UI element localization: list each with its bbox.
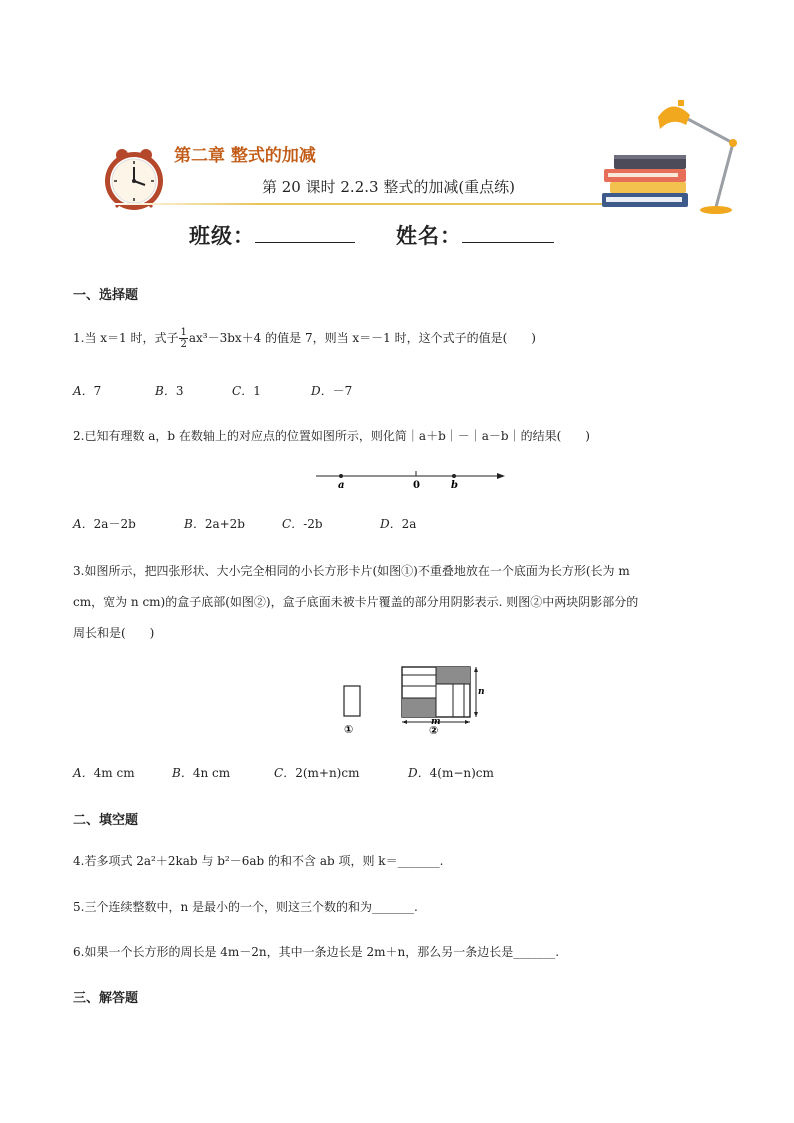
question-3-line-2: cm，宽为 n cm)的盒子底部(如图②)，盒子底面未被卡片覆盖的部分用阴影表示. 则图②中两块阴影部分的 — [73, 595, 639, 609]
q3-option-d[interactable] — [408, 764, 494, 781]
class-label: 班级： — [189, 224, 255, 248]
fig1-label: ① — [344, 723, 354, 736]
option-label: A． — [73, 517, 94, 531]
option-value: －7 — [332, 384, 353, 398]
fig-m-label: m — [431, 717, 441, 727]
option-label: A． — [73, 384, 94, 398]
question-5: 5.三个连续整数中，n 是最小的一个，则这三个数的和为_______. — [73, 900, 418, 914]
q2-option-a[interactable] — [73, 515, 136, 532]
fig-n-label: n — [478, 687, 485, 697]
question-6: 6.如果一个长方形的周长是 4m－2n，其中一条边长是 2m＋n，那么另一条边长是_______. — [73, 945, 560, 959]
question-2: 2.已知有理数 a，b 在数轴上的对应点的位置如图所示，则化简｜a＋b｜－｜a－b｜的结果( ) — [73, 429, 590, 443]
q1-option-c[interactable] — [232, 382, 261, 399]
option-value: 3 — [175, 384, 184, 398]
clock-icon — [102, 145, 166, 211]
class-blank[interactable] — [255, 222, 355, 243]
question-4: 4.若多项式 2a²＋2kab 与 b²－6ab 的和不含 ab 项，则 k＝_______. — [73, 854, 444, 868]
option-label: B． — [155, 384, 176, 398]
option-label: C． — [232, 384, 254, 398]
option-value: 2a — [401, 517, 417, 531]
section-title-fill: 二、填空题 — [73, 813, 139, 828]
number-line-figure — [312, 466, 508, 490]
axis-label-a: a — [338, 480, 345, 490]
name-field — [396, 220, 554, 250]
q1-prefix: 1.当 x＝1 时，式子 — [73, 331, 179, 345]
section-title-answer: 三、解答题 — [73, 991, 139, 1006]
banner-divider — [108, 203, 608, 205]
q1-rest: ax³－3bx＋4 的值是 7，则当 x＝－1 时，这个式子的值是( ) — [188, 331, 536, 345]
q1-fraction — [179, 327, 187, 350]
option-label: B． — [172, 766, 193, 780]
option-label: A． — [73, 766, 94, 780]
option-value: 2a+2b — [204, 517, 245, 531]
option-value: 4m cm — [93, 766, 135, 780]
chapter-title: 第二章 整式的加减 — [174, 146, 316, 166]
axis-label-zero: 0 — [413, 480, 420, 490]
option-value: 4(m−n)cm — [429, 766, 494, 780]
fraction-numerator: 1 — [180, 327, 187, 338]
option-label: D． — [380, 517, 402, 531]
option-value: 2a－2b — [93, 517, 136, 531]
name-blank[interactable] — [462, 222, 554, 243]
option-label: C． — [282, 517, 304, 531]
cards-figure — [340, 664, 490, 736]
option-value: -2b — [303, 517, 323, 531]
fig2-label: ② — [429, 724, 439, 736]
option-label: B． — [184, 517, 205, 531]
books-lamp-icon — [598, 95, 748, 220]
option-label: D． — [408, 766, 430, 780]
axis-label-b: b — [451, 480, 458, 490]
class-field — [189, 220, 355, 250]
option-value: 7 — [93, 384, 102, 398]
question-3-line-1: 3.如图所示，把四张形状、大小完全相同的小长方形卡片(如图①)不重叠地放在一个底面为长方形(长为 m — [73, 564, 630, 578]
q2-option-b[interactable] — [184, 515, 245, 532]
q1-option-a[interactable] — [73, 382, 101, 399]
q3-option-b[interactable] — [172, 764, 230, 781]
option-label: D． — [311, 384, 333, 398]
question-1 — [73, 327, 536, 350]
section-title-choice: 一、选择题 — [73, 288, 139, 303]
name-label: 姓名： — [396, 224, 462, 248]
q3-option-c[interactable] — [274, 764, 359, 781]
question-3-line-3: 周长和是( ) — [73, 626, 155, 640]
header-banner — [0, 0, 794, 260]
q1-option-b[interactable] — [155, 382, 183, 399]
q1-option-d[interactable] — [311, 382, 352, 399]
option-label: C． — [274, 766, 296, 780]
lesson-title: 第 20 课时 2.2.3 整式的加减(重点练) — [262, 178, 516, 196]
option-value: 1 — [253, 384, 261, 398]
option-value: 4n cm — [192, 766, 231, 780]
q2-option-d[interactable] — [380, 515, 416, 532]
option-value: 2(m+n)cm — [295, 766, 360, 780]
fraction-denominator: 2 — [180, 339, 187, 350]
q2-option-c[interactable] — [282, 515, 323, 532]
q3-option-a[interactable] — [73, 764, 135, 781]
